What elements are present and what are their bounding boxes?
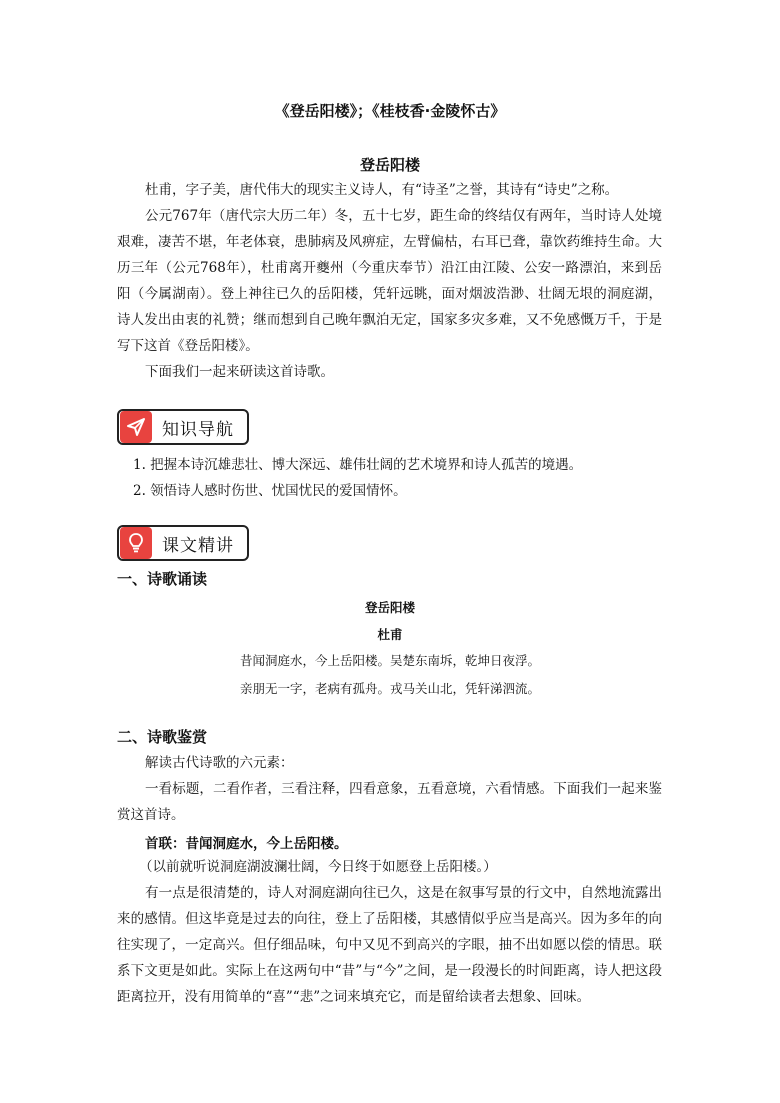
list-item: 1. 把握本诗沉雄悲壮、博大深远、雄伟壮阔的艺术境界和诗人孤苦的境遇。 [133,457,583,473]
poem-line: 昔闻洞庭水，今上岳阳楼。吴楚东南坼，乾坤日夜浮。 [239,653,540,668]
analysis-paragraph-1: 解读古代诗歌的六元素： [145,755,294,771]
couplet-line: 首联：昔闻洞庭水，今上岳阳楼。 [145,836,348,852]
lesson-badge [117,525,249,561]
lesson-label: 课文精讲 [162,535,234,556]
section-title: 登岳阳楼 [359,156,420,174]
poem-title: 登岳阳楼 [364,600,415,615]
couplet-note: （以前就听说洞庭湖波澜壮阔，今日终于如愿登上岳阳楼。） [139,859,497,875]
page-title: 《登岳阳楼》；《桂枝香·金陵怀古》 [274,102,506,120]
analysis-paragraph-3: 有一点是很清楚的，诗人对洞庭湖向往已久，这是在叙事写景的行文中，自然地流露出来的感情。但这毕竟是过去的向往，登上了岳阳楼，其感情似乎应当是高兴。因为多年的向往实现了，一定高兴。但仔细品味，句中又见不到高兴的字眼，抽不出如愿以偿的情思。联系下文更是如此。实际上在这两句中“昔”与“今”之间，是一段漫长的时间距离，诗人把这段距离拉开，没有用简单的“喜”“悲”之词来填充它，而是留给读者去想象、回味。 [117,885,662,1005]
intro-paragraph-3: 下面我们一起来研读这首诗歌。 [145,364,334,380]
poem-appreciation-heading: 二、诗歌鉴赏 [117,728,208,746]
intro-paragraph-2: 公元767年（唐代宗大历二年）冬，五十七岁，距生命的终结仅有两年，当时诗人处境艰难，凄苦不堪，年老体衰，患肺病及风痹症，左臂偏枯，右耳已聋，靠饮药维持生命。大历三年（公元768年），杜甫离开夔州（今重庆奉节）沿江由江陵、公安一路漂泊，来到岳阳（今属湖南）。登上神往已久的岳阳楼，凭轩远眺，面对烟波浩渺、壮阔无垠的洞庭湖，诗人发出由衷的礼赞；继而想到自己晚年飘泊无定，国家多灾多难，又不免感慨万千，于是写下这首《登岳阳楼》。 [117,208,662,354]
knowledge-nav-badge [117,409,249,445]
list-item: 2. 领悟诗人感时伤世、忧国忧民的爱国情怀。 [133,483,407,499]
intro-paragraph-1: 杜甫，字子美，唐代伟大的现实主义诗人，有“诗圣”之誉，其诗有“诗史”之称。 [145,182,619,198]
poem-line: 亲朋无一字，老病有孤舟。戎马关山北，凭轩涕泗流。 [239,681,540,696]
poem-reading-heading: 一、诗歌诵读 [117,570,208,588]
knowledge-nav-label: 知识导航 [162,419,234,440]
analysis-paragraph-2: 一看标题，二看作者，三看注释，四看意象，五看意境，六看情感。下面我们一起来鉴赏这首诗。 [117,781,662,823]
poem-author: 杜甫 [377,627,403,642]
paper-plane-icon [120,411,152,443]
lightbulb-icon [120,527,152,559]
